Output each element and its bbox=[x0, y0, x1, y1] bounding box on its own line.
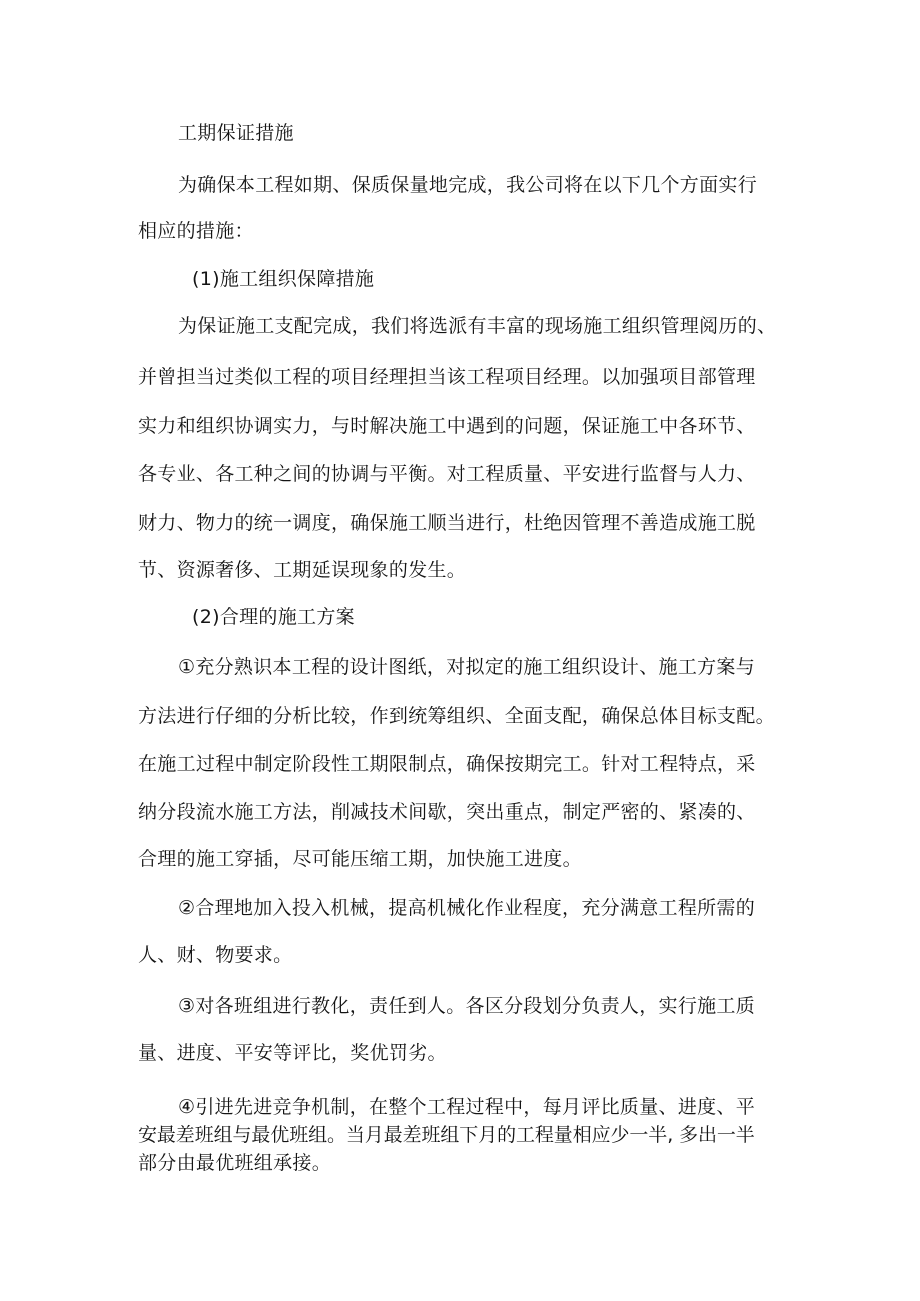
section2-item3-line-2: 量、进度、平安等评比，奖优罚劣。 bbox=[138, 1042, 447, 1064]
section2-item4-line-1: ④引进先进竞争机制，在整个工程过程中，每月评比质量、进度、平 bbox=[178, 1096, 756, 1118]
section1-line-6: 节、资源奢侈、工期延误现象的发生。 bbox=[138, 559, 467, 581]
intro-line-1: 为确保本工程如期、保质保量地完成，我公司将在以下几个方面实行 bbox=[178, 174, 758, 196]
section1-line-3: 实力和组织协调实力，与时解决施工中遇到的问题，保证施工中各环节、 bbox=[138, 415, 756, 437]
section2-item1-line-1: ①充分熟识本工程的设计图纸，对拟定的施工组织设计、施工方案与 bbox=[178, 656, 756, 678]
section2-item4-line-2: 安最差班组与最优班组。当月最差班组下月的工程量相应少一半, 多出一半 bbox=[138, 1124, 755, 1146]
section1-line-1: 为保证施工支配完成，我们将选派有丰富的现场施工组织管理阅历的、 bbox=[178, 315, 777, 337]
section1-heading: (1)施工组织保障措施 bbox=[192, 268, 375, 290]
section2-item1-line-5: 合理的施工穿插，尽可能压缩工期，加快施工进度。 bbox=[138, 848, 582, 870]
section2-item3-line-1: ③对各班组进行教化，责任到人。各区分段划分负责人，实行施工质 bbox=[178, 995, 756, 1017]
section2-item2-line-2: 人、财、物要求。 bbox=[138, 944, 293, 966]
section2-item2-line-1: ②合理地加入投入机械，提高机械化作业程度，充分满意工程所需的 bbox=[178, 897, 756, 919]
section1-line-5: 财力、物力的统一调度，确保施工顺当进行，杜绝因管理不善造成施工脱 bbox=[138, 512, 756, 534]
section2-item1-line-4: 纳分段流水施工方法，削减技术间歇，突出重点，制定严密的、紧凑的、 bbox=[138, 801, 756, 823]
section2-item1-line-2: 方法进行仔细的分析比较，作到统筹组织、全面支配，确保总体目标支配。 bbox=[138, 705, 775, 727]
section1-line-2: 并曾担当过类似工程的项目经理担当该工程项目经理。以加强项目部管理 bbox=[138, 366, 756, 388]
section2-heading: (2)合理的施工方案 bbox=[192, 606, 355, 628]
section2-item4-line-3: 部分由最优班组承接。 bbox=[138, 1152, 332, 1174]
document-title: 工期保证措施 bbox=[178, 122, 294, 144]
intro-line-2: 相应的措施： bbox=[138, 220, 254, 242]
section1-line-4: 各专业、各工种之间的协调与平衡。对工程质量、平安进行监督与人力、 bbox=[138, 463, 756, 485]
section2-item1-line-3: 在施工过程中制定阶段性工期限制点，确保按期完工。针对工程特点，采 bbox=[138, 753, 756, 775]
